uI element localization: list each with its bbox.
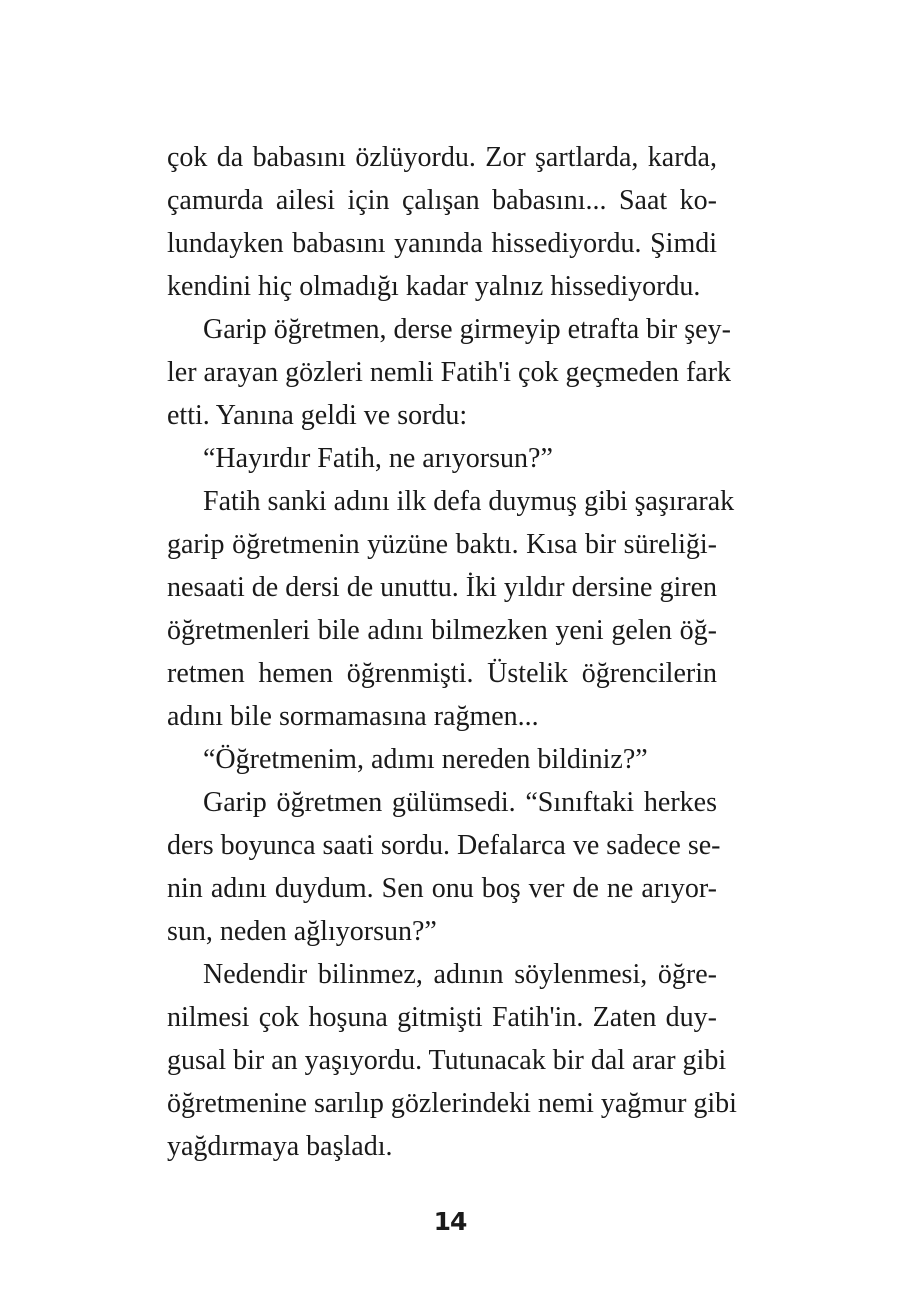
body-text (167, 136, 737, 1168)
text-line: ler arayan gözleri nemli Fatih'i çok geçmeden fark (167, 357, 732, 388)
page-number: 14 (433, 1207, 467, 1236)
text-line: Garip öğretmen, derse girmeyip etrafta bir şey- (203, 314, 731, 345)
text-line: retmen hemen öğrenmişti. Üstelik öğrencilerin (167, 658, 717, 689)
text-line: “Öğretmenim, adımı nereden bildiniz?” (203, 744, 648, 775)
text-line: sun, neden ağlıyorsun?” (167, 916, 437, 947)
text-line: yağdırmaya başladı. (167, 1131, 393, 1162)
text-line: ders boyunca saati sordu. Defalarca ve sadece se- (167, 830, 721, 861)
text-line: garip öğretmenin yüzüne baktı. Kısa bir süreliği- (167, 529, 717, 560)
text-line: çok da babasını özlüyordu. Zor şartlarda, karda, (167, 142, 717, 173)
text-line: Nedendir bilinmez, adının söylenmesi, öğre- (203, 959, 717, 990)
text-line: öğretmenine sarılıp gözlerindeki nemi yağmur gibi (167, 1088, 737, 1119)
text-line: lundayken babasını yanında hissediyordu. Şimdi (167, 228, 717, 259)
text-line: kendini hiç olmadığı kadar yalnız hissediyordu. (167, 271, 701, 302)
text-line: adını bile sormamasına rağmen... (167, 701, 539, 732)
text-line: “Hayırdır Fatih, ne arıyorsun?” (203, 443, 553, 474)
text-line: Garip öğretmen gülümsedi. “Sınıftaki herkes (203, 787, 717, 818)
text-line: gusal bir an yaşıyordu. Tutunacak bir dal arar gibi (167, 1045, 727, 1076)
text-line: çamurda ailesi için çalışan babasını... Saat ko- (167, 185, 717, 216)
text-line: Fatih sanki adını ilk defa duymuş gibi şaşırarak (203, 486, 735, 517)
text-line: nesaati de dersi de unuttu. İki yıldır dersine giren (167, 572, 717, 603)
text-line: öğretmenleri bile adını bilmezken yeni gelen öğ- (167, 615, 717, 646)
text-line: nilmesi çok hoşuna gitmişti Fatih'in. Zaten duy- (167, 1002, 717, 1033)
text-line: etti. Yanına geldi ve sordu: (167, 400, 468, 431)
text-line: nin adını duydum. Sen onu boş ver de ne arıyor- (167, 873, 717, 904)
